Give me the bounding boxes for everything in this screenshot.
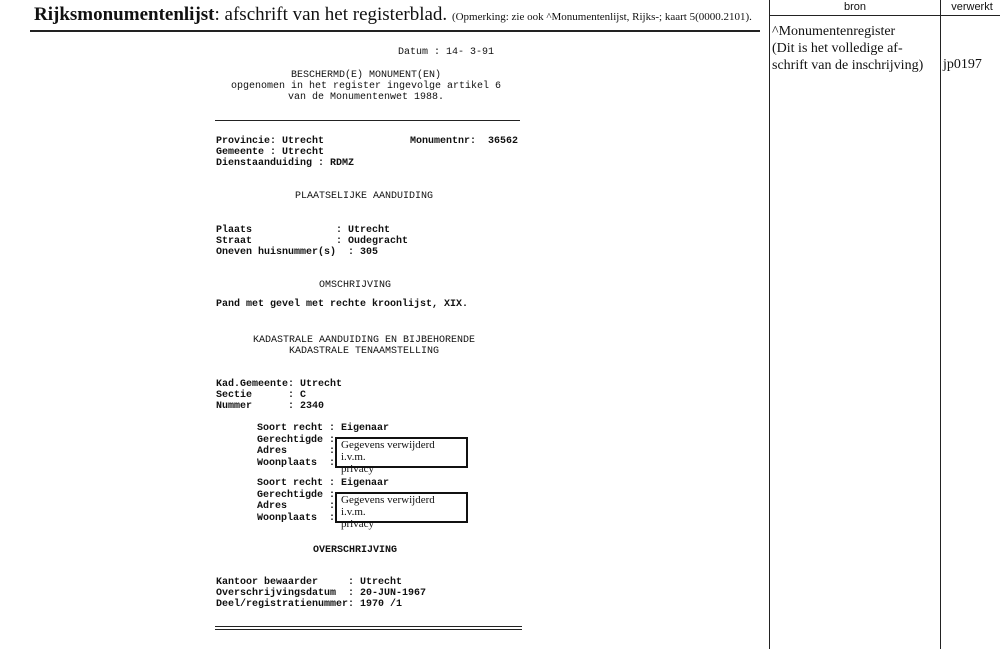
overschr-line: Overschrijvingsdatum : 20-JUN-1967 xyxy=(216,588,427,599)
section-plaats: PLAATSELIJKE AANDUIDING xyxy=(294,191,434,202)
kad-line: Nummer : 2340 xyxy=(216,401,325,412)
overschr-line: Kantoor bewaarder : Utrecht xyxy=(216,577,403,588)
plaats-line: Oneven huisnummer(s) : 305 xyxy=(216,247,379,258)
heading-2: opgenomen in het register ingevolge artikel 6 xyxy=(230,81,502,92)
owner-1: Soort recht : Eigenaar Gerechtigde : Adres : Woonplaats : xyxy=(257,423,390,469)
kad-line: Sectie : C xyxy=(216,390,307,401)
end-rule xyxy=(215,629,522,630)
column-divider xyxy=(940,0,941,649)
title-bold: Rijksmonumentenlijst xyxy=(34,4,215,25)
overschr-line: Deel/registratienummer: 1970 /1 xyxy=(216,599,403,610)
separator xyxy=(215,120,520,121)
plaats-line: Plaats : Utrecht xyxy=(216,225,391,236)
monumentnr: Monumentnr: 36562 xyxy=(410,136,519,147)
dienst: Dienstaanduiding : RDMZ xyxy=(216,158,355,169)
owner-2: Soort recht : Eigenaar Gerechtigde : Adres : Woonplaats : xyxy=(257,478,390,524)
provincie: Provincie: Utrecht xyxy=(216,136,325,147)
section-overschrijving: OVERSCHRIJVING xyxy=(312,545,398,556)
col-verwerkt: verwerkt xyxy=(951,1,993,13)
header-rule xyxy=(769,15,1000,16)
section-kadastraal: KADASTRALE AANDUIDING EN BIJBEHORENDE xyxy=(252,335,476,346)
column-divider xyxy=(769,0,770,649)
redaction-box: Gegevens verwijderd i.v.m. privacy xyxy=(335,492,468,523)
section-kadastraal: KADASTRALE TENAAMSTELLING xyxy=(288,346,440,357)
bron-text: ^Monumentenregister (Dit is het volledige af- schrift van de inschrijving) xyxy=(772,24,924,73)
page-title xyxy=(34,4,752,26)
col-bron: bron xyxy=(843,1,867,13)
redaction-box: Gegevens verwijderd i.v.m. privacy xyxy=(335,437,468,468)
heading-1: BESCHERMD(E) MONUMENT(EN) xyxy=(290,70,442,81)
end-rule xyxy=(215,626,522,627)
verwerkt-code: jp0197 xyxy=(943,57,982,72)
gemeente: Gemeente : Utrecht xyxy=(216,147,325,158)
kad-line: Kad.Gemeente: Utrecht xyxy=(216,379,343,390)
datum: Datum : 14- 3-91 xyxy=(398,47,495,58)
section-omschrijving: OMSCHRIJVING xyxy=(318,280,392,291)
omschrijving: Pand met gevel met rechte kroonlijst, XIX. xyxy=(216,299,469,310)
heading-3: van de Monumentenwet 1988. xyxy=(287,92,445,103)
plaats-line: Straat : Oudegracht xyxy=(216,236,409,247)
title-rest: : afschrift van het registerblad. xyxy=(214,4,448,25)
title-note: (Opmerking: zie ook ^Monumentenlijst, Rijks-; kaart 5(0000.2101). xyxy=(451,11,752,23)
title-rule xyxy=(30,30,760,32)
